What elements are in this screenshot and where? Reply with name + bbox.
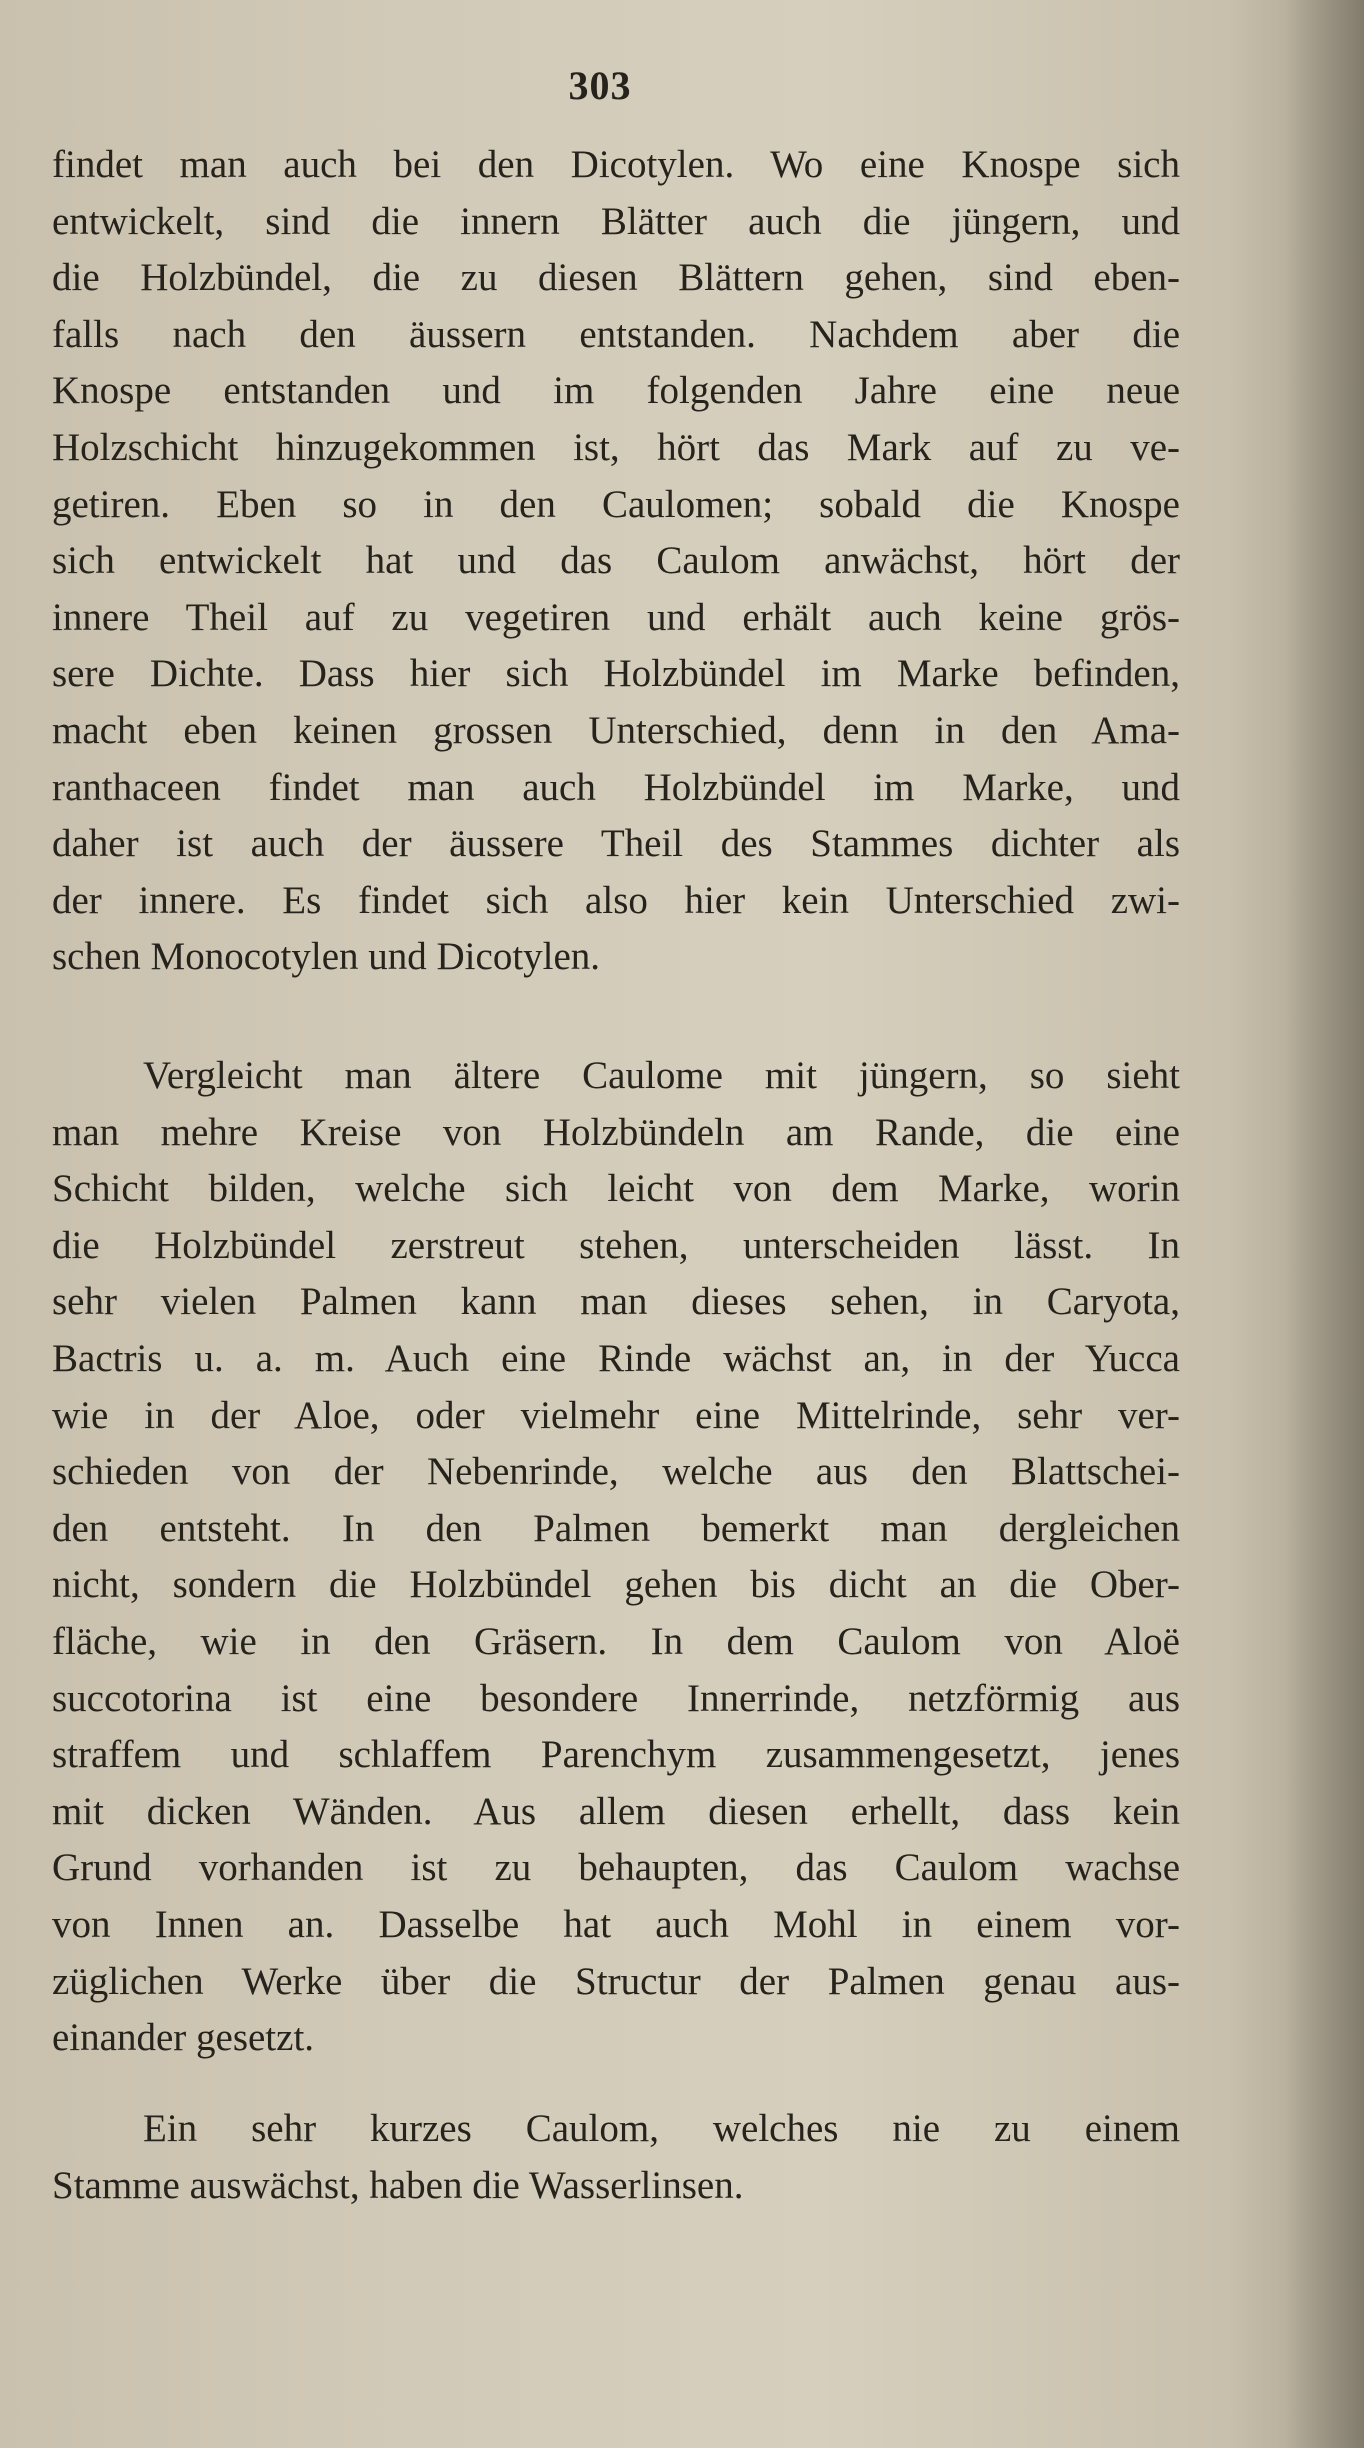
- page-edge-shadow: [1284, 0, 1364, 2448]
- text-line: von Innen an. Dasselbe hat auch Mohl in einem vor-: [52, 1902, 1180, 1946]
- text-line: fläche, wie in den Gräsern. In dem Caulom von Aloë: [52, 1619, 1180, 1663]
- text-line: sich entwickelt hat und das Caulom anwächst, hört der: [52, 539, 1180, 583]
- text-line: schieden von der Nebenrinde, welche aus den Blattschei-: [52, 1450, 1180, 1494]
- text-line: Vergleicht man ältere Caulome mit jüngern, so sieht: [143, 1054, 1180, 1097]
- paragraph-1: [52, 137, 1180, 986]
- text-line: einander gesetzt.: [52, 2016, 315, 2060]
- text-line: die Holzbündel zerstreut stehen, unterscheiden lässt. In: [52, 1223, 1180, 1267]
- text-line: Grund vorhanden ist zu behaupten, das Caulom wachse: [52, 1846, 1180, 1890]
- text-line: falls nach den äussern entstanden. Nachdem aber die: [52, 312, 1180, 356]
- text-line: getiren. Eben so in den Caulomen; sobald die Knospe: [52, 482, 1180, 526]
- text-line: die Holzbündel, die zu diesen Blättern gehen, sind eben-: [52, 256, 1180, 300]
- text-line: den entsteht. In den Palmen bemerkt man dergleichen: [52, 1506, 1180, 1550]
- text-line: mit dicken Wänden. Aus allem diesen erhellt, dass kein: [52, 1789, 1180, 1833]
- text-line: schen Monocotylen und Dicotylen.: [52, 935, 601, 979]
- text-line: sere Dichte. Dass hier sich Holzbündel im Marke befinden,: [52, 652, 1180, 696]
- text-line: der innere. Es findet sich also hier kein Unterschied zwi-: [52, 878, 1180, 922]
- text-line: züglichen Werke über die Structur der Palmen genau aus-: [52, 1959, 1180, 2003]
- text-line: succotorina ist eine besondere Innerrinde, netzförmig aus: [52, 1676, 1180, 1720]
- text-line: Schicht bilden, welche sich leicht von dem Marke, worin: [52, 1167, 1180, 1211]
- text-line: Bactris u. a. m. Auch eine Rinde wächst an, in der Yucca: [52, 1336, 1180, 1380]
- text-line: Stamme auswächst, haben die Wasserlinsen.: [52, 2163, 744, 2207]
- text-line: innere Theil auf zu vegetiren und erhält auch keine grös-: [52, 595, 1180, 639]
- text-line: Knospe entstanden und im folgenden Jahre eine neue: [52, 369, 1180, 413]
- text-line: wie in der Aloe, oder vielmehr eine Mittelrinde, sehr ver-: [52, 1393, 1180, 1437]
- text-line: ranthaceen findet man auch Holzbündel im Marke, und: [52, 765, 1180, 809]
- paragraph-2: [52, 1048, 1180, 2067]
- text-line: sehr vielen Palmen kann man dieses sehen, in Caryota,: [52, 1280, 1180, 1324]
- text-line: Ein sehr kurzes Caulom, welches nie zu einem: [143, 2107, 1180, 2150]
- text-line: nicht, sondern die Holzbündel gehen bis dicht an die Ober-: [52, 1563, 1180, 1607]
- text-line: straffem und schlaffem Parenchym zusammengesetzt, jenes: [52, 1733, 1180, 1777]
- text-line: daher ist auch der äussere Theil des Stammes dichter als: [52, 822, 1180, 866]
- text-line: findet man auch bei den Dicotylen. Wo eine Knospe sich: [52, 143, 1180, 186]
- paragraph-3: [52, 2101, 1180, 2214]
- text-line: Holzschicht hinzugekommen ist, hört das Mark auf zu ve-: [52, 425, 1180, 469]
- page-number: 303: [568, 63, 632, 108]
- text-line: macht eben keinen grossen Unterschied, denn in den Ama-: [52, 708, 1180, 752]
- text-line: man mehre Kreise von Holzbündeln am Rande, die eine: [52, 1110, 1180, 1154]
- text-line: entwickelt, sind die innern Blätter auch die jüngern, und: [52, 199, 1180, 243]
